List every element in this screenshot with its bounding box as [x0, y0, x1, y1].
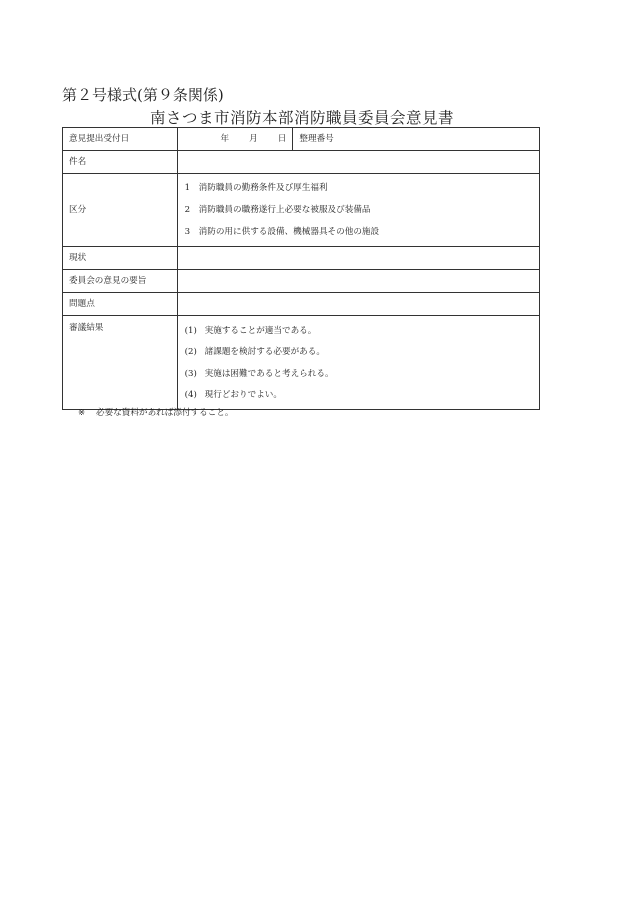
- subject-label: 件名: [63, 151, 178, 174]
- category-option: 2 消防職員の職務遂行上必要な被服及び装備品: [184, 205, 371, 215]
- issues-field: [177, 293, 539, 316]
- committee-opinion-label: 委員会の意見の要旨: [63, 270, 178, 293]
- category-option: 3 消防の用に供する設備、機械器具その他の施設: [184, 227, 380, 237]
- review-result-label: 審議結果: [63, 316, 178, 410]
- form-number: 第２号様式(第９条関係): [62, 86, 224, 104]
- date-day-label: 日: [277, 133, 287, 144]
- note-text: 必要な資料があれば添付すること。: [96, 408, 234, 418]
- review-result-options: [177, 316, 539, 410]
- issues-label: 問題点: [63, 293, 178, 316]
- date-year-label: 年: [220, 133, 230, 144]
- subject-field: [177, 151, 539, 174]
- table-row-current-state: [63, 247, 540, 270]
- reference-number-label: 整理番号: [293, 128, 540, 151]
- category-option: 1 消防職員の勤務条件及び厚生福利: [184, 183, 328, 193]
- committee-opinion-field: [177, 270, 539, 293]
- review-option: (4) 現行どおりでよい。: [184, 390, 282, 400]
- table-row-receipt-date: [63, 128, 540, 151]
- page-title: 南さつま市消防本部消防職員委員会意見書: [149, 109, 454, 127]
- category-label: 区分: [63, 174, 178, 247]
- table-row-committee-opinion: [63, 270, 540, 293]
- receipt-date-field: [177, 128, 293, 151]
- category-options: [177, 174, 539, 247]
- opinion-form-table: [62, 127, 540, 410]
- table-row-issues: [63, 293, 540, 316]
- attachment-note: [78, 406, 234, 418]
- date-month-label: 月: [249, 133, 258, 144]
- current-state-field: [177, 247, 539, 270]
- receipt-date-label: 意見提出受付日: [63, 128, 178, 151]
- current-state-label: 現状: [63, 247, 178, 270]
- review-option: (2) 諸課題を検討する必要がある。: [184, 347, 325, 357]
- table-row-category: [63, 174, 540, 247]
- note-mark: ※: [78, 408, 86, 418]
- table-row-review-result: [63, 316, 540, 410]
- review-option: (1) 実施することが適当である。: [184, 325, 317, 336]
- table-row-subject: [63, 151, 540, 174]
- review-option: (3) 実施は困難であると考えられる。: [184, 368, 334, 379]
